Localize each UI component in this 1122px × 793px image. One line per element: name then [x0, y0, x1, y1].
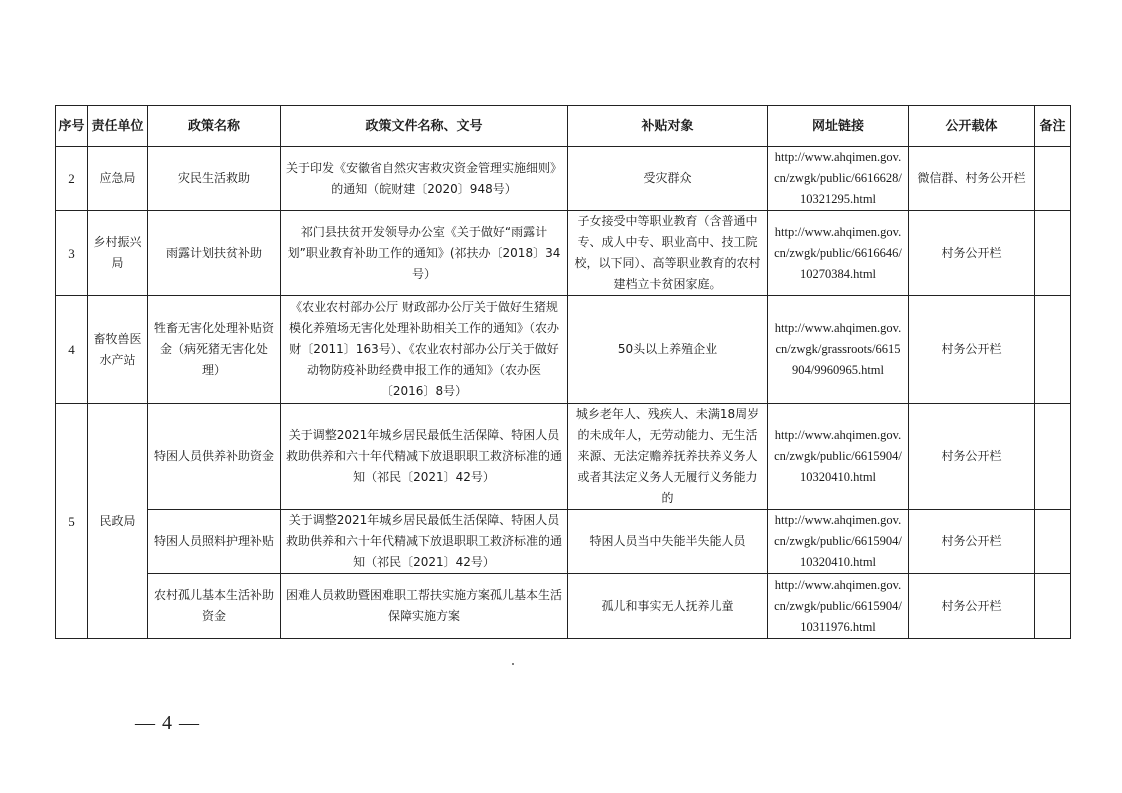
- header-remark: 备注: [1035, 106, 1071, 147]
- cell-document: 困难人员救助暨困难职工帮扶实施方案孤儿基本生活保障实施方案: [281, 574, 568, 639]
- cell-unit: 乡村振兴局: [88, 211, 148, 296]
- header-seq: 序号: [56, 106, 88, 147]
- header-channel: 公开载体: [909, 106, 1035, 147]
- table-row: [56, 147, 1071, 211]
- table-header-row: [56, 106, 1071, 147]
- cell-channel: 村务公开栏: [909, 296, 1035, 404]
- cell-url-link[interactable]: http://www.ahqimen.gov.cn/zwgk/public/6615904/10320410.html: [768, 404, 909, 510]
- cell-url-link[interactable]: http://www.ahqimen.gov.cn/zwgk/public/6615904/10320410.html: [768, 510, 909, 574]
- cell-unit: 民政局: [88, 404, 148, 639]
- cell-remark: [1035, 574, 1071, 639]
- cell-target: 城乡老年人、残疾人、未满18周岁的未成年人，无劳动能力、无生活来源、无法定赡养抚养扶养义务人或者其法定义务人无履行义务能力的: [568, 404, 768, 510]
- cell-seq: 3: [56, 211, 88, 296]
- header-policy: 政策名称: [148, 106, 281, 147]
- header-document: 政策文件名称、文号: [281, 106, 568, 147]
- cell-remark: [1035, 510, 1071, 574]
- cell-url-link[interactable]: http://www.ahqimen.gov.cn/zwgk/grassroots/6615904/9960965.html: [768, 296, 909, 404]
- cell-document: 关于调整2021年城乡居民最低生活保障、特困人员救助供养和六十年代精减下放退职职工救济标准的通知（祁民〔2021〕42号）: [281, 510, 568, 574]
- cell-target: 孤儿和事实无人抚养儿童: [568, 574, 768, 639]
- header-unit: 责任单位: [88, 106, 148, 147]
- table-row: [56, 574, 1071, 639]
- scan-speck: [512, 663, 514, 665]
- cell-policy: 特困人员照料护理补贴: [148, 510, 281, 574]
- cell-seq: 2: [56, 147, 88, 211]
- table-row: [56, 404, 1071, 510]
- cell-document: 祁门县扶贫开发领导办公室《关于做好“雨露计划”职业教育补助工作的通知》(祁扶办〔2018〕34号）: [281, 211, 568, 296]
- cell-url-link[interactable]: http://www.ahqimen.gov.cn/zwgk/public/6616646/10270384.html: [768, 211, 909, 296]
- page-number: — 4 —: [135, 712, 200, 734]
- cell-target: 50头以上养殖企业: [568, 296, 768, 404]
- cell-channel: 村务公开栏: [909, 510, 1035, 574]
- cell-target: 子女接受中等职业教育（含普通中专、成人中专、职业高中、技工院校，以下同）、高等职业教育的农村建档立卡贫困家庭。: [568, 211, 768, 296]
- cell-channel: 村务公开栏: [909, 574, 1035, 639]
- cell-seq: 4: [56, 296, 88, 404]
- cell-policy: 特困人员供养补助资金: [148, 404, 281, 510]
- policy-table: [55, 105, 1071, 639]
- cell-channel: 村务公开栏: [909, 211, 1035, 296]
- table-row: [56, 510, 1071, 574]
- cell-target: 受灾群众: [568, 147, 768, 211]
- table-row: [56, 211, 1071, 296]
- cell-document: 《农业农村部办公厅 财政部办公厅关于做好生猪规模化养殖场无害化处理补助相关工作的通知》（农办财〔2011〕163号）、《农业农村部办公厅关于做好动物防疫补助经费申报工作的通知》（农办医〔2016〕8号）: [281, 296, 568, 404]
- cell-seq: 5: [56, 404, 88, 639]
- header-url: 网址链接: [768, 106, 909, 147]
- table-row: [56, 296, 1071, 404]
- cell-url-link[interactable]: http://www.ahqimen.gov.cn/zwgk/public/6616628/10321295.html: [768, 147, 909, 211]
- cell-policy: 农村孤儿基本生活补助资金: [148, 574, 281, 639]
- cell-target: 特困人员当中失能半失能人员: [568, 510, 768, 574]
- cell-remark: [1035, 404, 1071, 510]
- cell-channel: 村务公开栏: [909, 404, 1035, 510]
- cell-document: 关于印发《安徽省自然灾害救灾资金管理实施细则》的通知（皖财建〔2020〕948号）: [281, 147, 568, 211]
- cell-policy: 灾民生活救助: [148, 147, 281, 211]
- cell-policy: 雨露计划扶贫补助: [148, 211, 281, 296]
- cell-remark: [1035, 296, 1071, 404]
- cell-policy: 牲畜无害化处理补贴资金（病死猪无害化处理）: [148, 296, 281, 404]
- cell-remark: [1035, 147, 1071, 211]
- cell-document: 关于调整2021年城乡居民最低生活保障、特困人员救助供养和六十年代精减下放退职职工救济标准的通知（祁民〔2021〕42号）: [281, 404, 568, 510]
- cell-unit: 畜牧兽医水产站: [88, 296, 148, 404]
- cell-remark: [1035, 211, 1071, 296]
- cell-url-link[interactable]: http://www.ahqimen.gov.cn/zwgk/public/6615904/10311976.html: [768, 574, 909, 639]
- header-target: 补贴对象: [568, 106, 768, 147]
- cell-unit: 应急局: [88, 147, 148, 211]
- cell-channel: 微信群、村务公开栏: [909, 147, 1035, 211]
